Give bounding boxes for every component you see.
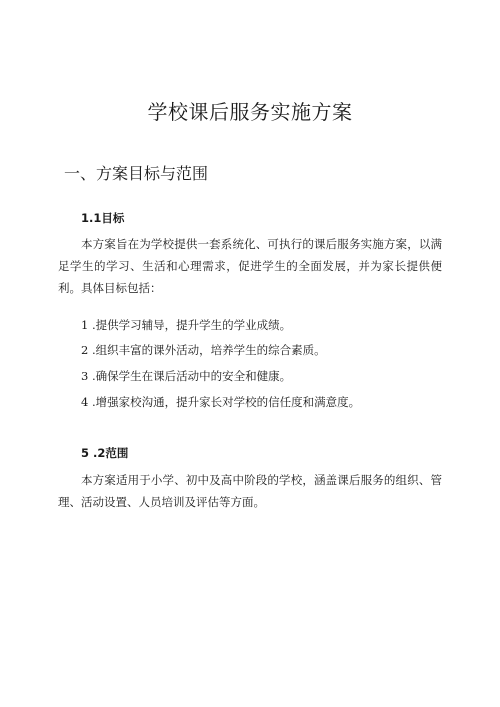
goal-list-item: 4 .增强家校沟通，提升家长对学校的信任度和满意度。 xyxy=(81,395,361,409)
goal-list-item: 2 .组织丰富的课外活动，培养学生的综合素质。 xyxy=(81,343,326,357)
subsection-heading-scope: 5 .2范围 xyxy=(81,446,129,460)
section-heading-goals-scope: 一、方案目标与范围 xyxy=(64,164,209,183)
subsection-heading-goals: 1.1目标 xyxy=(81,211,125,225)
document-title: 学校课后服务实施方案 xyxy=(147,100,353,124)
scope-paragraph: 本方案适用于小学、初中及高中阶段的学校，涵盖课后服务的组织、管理、活动设置、人员培训及评估等方面。 xyxy=(58,473,442,509)
goal-list-item: 3 .确保学生在课后活动中的安全和健康。 xyxy=(81,369,292,383)
goals-intro-paragraph: 本方案旨在为学校提供一套系统化、可执行的课后服务实施方案，以满足学生的学习、生活和心理需求，促进学生的全面发展，并为家长提供便利。具体目标包括： xyxy=(58,237,442,295)
goal-list-item: 1 .提供学习辅导，提升学生的学业成绩。 xyxy=(81,318,292,332)
